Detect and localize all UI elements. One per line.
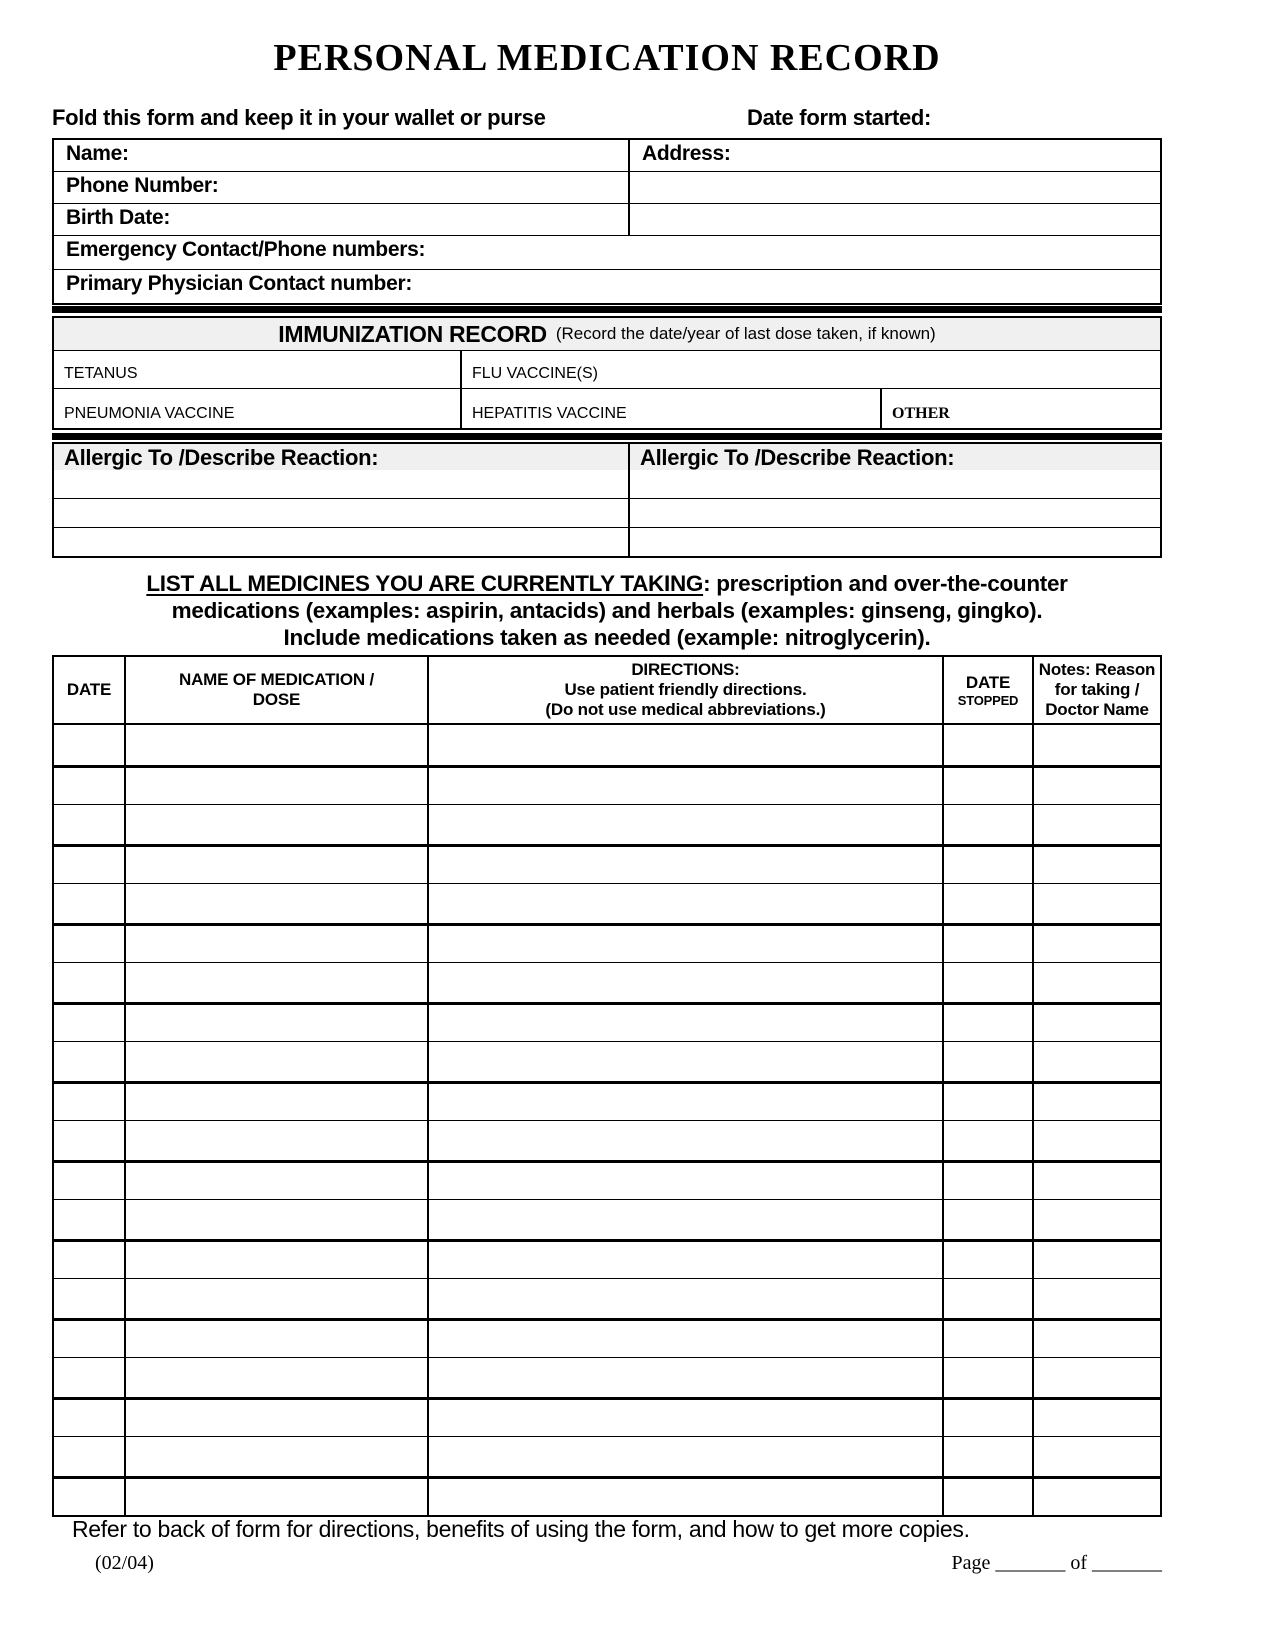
medication-table-header xyxy=(54,657,1160,725)
allergy-blank-cell xyxy=(54,528,630,556)
medication-blank-cell-notes xyxy=(1034,1163,1160,1200)
medication-blank-cell-name xyxy=(126,926,429,963)
medication-blank-cell-dir xyxy=(429,1163,944,1200)
medication-row xyxy=(54,1318,1160,1358)
medication-blank-cell-dir xyxy=(429,884,944,923)
medication-blank-cell-date xyxy=(54,1479,126,1516)
medication-row xyxy=(54,1476,1160,1516)
medication-blank-cell-stop xyxy=(944,1242,1034,1279)
medication-blank-cell-date xyxy=(54,768,126,805)
allergy-table xyxy=(52,442,1162,558)
contact-row-phone xyxy=(54,171,1160,203)
medication-blank-cell-notes xyxy=(1034,963,1160,1002)
medication-blank-cell-dir xyxy=(429,1400,944,1437)
medication-blank-cell-stop xyxy=(944,1321,1034,1358)
medication-blank-cell-date xyxy=(54,805,126,844)
medication-blank-cell-dir xyxy=(429,1437,944,1476)
medication-blank-cell-notes xyxy=(1034,1200,1160,1239)
medication-blank-cell-name xyxy=(126,1358,429,1397)
medication-blank-cell-notes xyxy=(1034,1242,1160,1279)
medication-blank-cell-name xyxy=(126,847,429,884)
medication-blank-cell-dir xyxy=(429,1242,944,1279)
column-header-date: DATE xyxy=(54,657,126,723)
medication-blank-cell-name xyxy=(126,1084,429,1121)
contact-row-emergency xyxy=(54,235,1160,269)
phone-cell: Phone Number: xyxy=(54,172,630,203)
pneumonia-vaccine-cell: PNEUMONIA VACCINE xyxy=(54,389,462,428)
medication-row xyxy=(54,883,1160,923)
medication-row xyxy=(54,1278,1160,1318)
medication-blank-cell-stop xyxy=(944,805,1034,844)
medication-row xyxy=(54,1397,1160,1437)
column-header-notes: Notes: Reason for taking / Doctor Name xyxy=(1038,660,1156,719)
medication-blank-cell-notes xyxy=(1034,1321,1160,1358)
allergy-blank-cell xyxy=(54,499,630,527)
medication-row xyxy=(54,1081,1160,1121)
medication-blank-cell-stop xyxy=(944,725,1034,765)
contact-row-name-address xyxy=(54,140,1160,171)
medication-blank-cell-name xyxy=(126,768,429,805)
allergy-body xyxy=(54,470,1160,556)
contact-row-birth xyxy=(54,203,1160,235)
medication-blank-cell-stop xyxy=(944,1005,1034,1042)
medication-blank-cell-date xyxy=(54,1005,126,1042)
medication-blank-cell-notes xyxy=(1034,725,1160,765)
medication-blank-cell-name xyxy=(126,1163,429,1200)
address-cell: Address: xyxy=(642,142,731,165)
form-version: (02/04) xyxy=(95,1552,154,1574)
medication-blank-cell-notes xyxy=(1034,1084,1160,1121)
fold-instruction-row xyxy=(52,105,1162,135)
flu-vaccine-cell: FLU VACCINE(S) xyxy=(472,365,598,382)
medication-blank-cell-dir xyxy=(429,768,944,805)
immunization-header xyxy=(54,318,1160,351)
section-divider-bar xyxy=(52,306,1162,313)
medication-blank-cell-dir xyxy=(429,1358,944,1397)
refer-note: Refer to back of form for directions, benefits of using the form, and how to get more copies. xyxy=(72,1516,970,1542)
medication-blank-cell-notes xyxy=(1034,1479,1160,1516)
medication-blank-cell-date xyxy=(54,1084,126,1121)
medication-blank-cell-name xyxy=(126,884,429,923)
medication-row xyxy=(54,1002,1160,1042)
medication-blank-cell-name xyxy=(126,1042,429,1081)
medication-blank-cell-stop xyxy=(944,1358,1034,1397)
allergy-header-row xyxy=(54,444,1160,470)
medication-blank-cell-date xyxy=(54,1279,126,1318)
medication-blank-cell-stop xyxy=(944,768,1034,805)
column-header-directions: DIRECTIONS: Use patient friendly directions. (Do not use medical abbreviations.) xyxy=(429,657,944,723)
instruction-line-1 xyxy=(52,570,1162,597)
medication-blank-cell-dir xyxy=(429,926,944,963)
medication-blank-cell-stop xyxy=(944,1279,1034,1318)
other-vaccine-cell: OTHER xyxy=(892,405,950,422)
allergy-row xyxy=(54,498,1160,527)
medication-blank-cell-date xyxy=(54,963,126,1002)
allergy-header-right: Allergic To /Describe Reaction: xyxy=(640,445,955,470)
primary-physician-cell: Primary Physician Contact number: xyxy=(66,272,413,295)
address-blank-cell-1 xyxy=(630,172,1160,203)
medication-blank-cell-notes xyxy=(1034,1400,1160,1437)
medication-blank-cell-stop xyxy=(944,1400,1034,1437)
medication-blank-cell-name xyxy=(126,1200,429,1239)
medication-blank-cell-notes xyxy=(1034,768,1160,805)
medication-blank-cell-stop xyxy=(944,1437,1034,1476)
medication-blank-cell-notes xyxy=(1034,1121,1160,1160)
medication-blank-cell-dir xyxy=(429,1042,944,1081)
medication-blank-cell-name xyxy=(126,1005,429,1042)
medication-blank-cell-notes xyxy=(1034,1042,1160,1081)
medication-blank-cell-notes xyxy=(1034,926,1160,963)
medication-blank-cell-notes xyxy=(1034,805,1160,844)
medication-blank-cell-dir xyxy=(429,1200,944,1239)
birth-date-cell: Birth Date: xyxy=(54,204,630,235)
column-header-name-dose: NAME OF MEDICATION / DOSE xyxy=(126,657,429,723)
medication-blank-cell-dir xyxy=(429,805,944,844)
medication-blank-cell-date xyxy=(54,1200,126,1239)
medication-blank-cell-dir xyxy=(429,1084,944,1121)
medication-table xyxy=(52,655,1162,1517)
medication-blank-cell-name xyxy=(126,1121,429,1160)
medication-blank-cell-name xyxy=(126,725,429,765)
instruction-line-3: Include medications taken as needed (example: nitroglycerin). xyxy=(283,625,931,650)
emergency-contact-cell: Emergency Contact/Phone numbers: xyxy=(66,238,426,261)
medication-blank-cell-date xyxy=(54,725,126,765)
medication-blank-cell-dir xyxy=(429,847,944,884)
medication-table-body xyxy=(54,725,1160,1515)
medication-blank-cell-dir xyxy=(429,725,944,765)
medication-blank-cell-notes xyxy=(1034,884,1160,923)
contact-row-physician xyxy=(54,269,1160,303)
contact-table xyxy=(52,138,1162,305)
medication-blank-cell-name xyxy=(126,1437,429,1476)
medication-blank-cell-stop xyxy=(944,1121,1034,1160)
medication-row xyxy=(54,923,1160,963)
column-header-date-stopped: DATE STOPPED xyxy=(944,657,1034,723)
allergy-blank-cell xyxy=(630,470,1160,498)
medication-row xyxy=(54,1160,1160,1200)
medication-blank-cell-date xyxy=(54,1400,126,1437)
allergy-row xyxy=(54,527,1160,556)
medication-blank-cell-date xyxy=(54,1121,126,1160)
medication-blank-cell-name xyxy=(126,1279,429,1318)
medication-blank-cell-stop xyxy=(944,1479,1034,1516)
medication-row xyxy=(54,1199,1160,1239)
medication-blank-cell-date xyxy=(54,1358,126,1397)
medication-blank-cell-dir xyxy=(429,1279,944,1318)
medication-blank-cell-notes xyxy=(1034,847,1160,884)
allergy-blank-cell xyxy=(54,470,630,498)
medication-blank-cell-date xyxy=(54,926,126,963)
footer-row xyxy=(52,1552,1162,1580)
medication-blank-cell-dir xyxy=(429,1479,944,1516)
name-cell: Name: xyxy=(54,140,630,171)
instruction-underlined: LIST ALL MEDICINES YOU ARE CURRENTLY TAKING xyxy=(146,571,704,596)
allergy-row xyxy=(54,470,1160,498)
medication-blank-cell-dir xyxy=(429,1121,944,1160)
medication-blank-cell-name xyxy=(126,1400,429,1437)
medication-blank-cell-notes xyxy=(1034,1005,1160,1042)
medication-blank-cell-notes xyxy=(1034,1437,1160,1476)
instruction-line-2: medications (examples: aspirin, antacids) and herbals (examples: ginseng, gingko). xyxy=(171,598,1043,623)
medication-row xyxy=(54,765,1160,805)
medication-blank-cell-stop xyxy=(944,1042,1034,1081)
medication-blank-cell-notes xyxy=(1034,1358,1160,1397)
medication-blank-cell-stop xyxy=(944,1084,1034,1121)
medication-blank-cell-date xyxy=(54,1042,126,1081)
medication-blank-cell-name xyxy=(126,1479,429,1516)
medication-blank-cell-date xyxy=(54,1163,126,1200)
medication-row xyxy=(54,725,1160,765)
page-number-line: Page _______ of _______ xyxy=(951,1552,1162,1574)
medication-blank-cell-stop xyxy=(944,1200,1034,1239)
medication-row xyxy=(54,1357,1160,1397)
immunization-row-1 xyxy=(54,351,1160,389)
section-divider-bar xyxy=(52,433,1162,440)
address-blank-cell-2 xyxy=(630,204,1160,235)
medication-blank-cell-notes xyxy=(1034,1279,1160,1318)
allergy-header-left: Allergic To /Describe Reaction: xyxy=(54,444,630,470)
date-form-started-label: Date form started: xyxy=(747,105,932,130)
medication-blank-cell-date xyxy=(54,847,126,884)
fold-instruction-text: Fold this form and keep it in your wallet or purse xyxy=(52,105,546,130)
medication-row xyxy=(54,844,1160,884)
medication-list-instructions xyxy=(52,570,1162,651)
tetanus-cell: TETANUS xyxy=(54,351,462,388)
medication-blank-cell-stop xyxy=(944,1163,1034,1200)
medication-blank-cell-stop xyxy=(944,963,1034,1002)
allergy-blank-cell xyxy=(630,499,1160,527)
immunization-table xyxy=(52,316,1162,430)
medication-blank-cell-name xyxy=(126,1321,429,1358)
medication-row xyxy=(54,1436,1160,1476)
medication-blank-cell-date xyxy=(54,1242,126,1279)
immunization-row-2 xyxy=(54,389,1160,428)
medication-row xyxy=(54,804,1160,844)
medication-blank-cell-stop xyxy=(944,926,1034,963)
medication-blank-cell-name xyxy=(126,963,429,1002)
medication-row xyxy=(54,962,1160,1002)
immunization-title: IMMUNIZATION RECORD xyxy=(278,320,547,347)
medication-blank-cell-dir xyxy=(429,1005,944,1042)
medication-blank-cell-stop xyxy=(944,847,1034,884)
medication-row xyxy=(54,1120,1160,1160)
medication-blank-cell-date xyxy=(54,1437,126,1476)
instruction-line-1-rest: : prescription and over-the-counter xyxy=(703,571,1068,596)
medication-blank-cell-name xyxy=(126,805,429,844)
allergy-blank-cell xyxy=(630,528,1160,556)
medication-blank-cell-stop xyxy=(944,884,1034,923)
form-title: PERSONAL MEDICATION RECORD xyxy=(273,37,941,79)
medication-blank-cell-dir xyxy=(429,963,944,1002)
hepatitis-vaccine-cell: HEPATITIS VACCINE xyxy=(462,389,882,428)
medication-blank-cell-name xyxy=(126,1242,429,1279)
medication-blank-cell-dir xyxy=(429,1321,944,1358)
medication-row xyxy=(54,1041,1160,1081)
medication-blank-cell-date xyxy=(54,884,126,923)
medication-row xyxy=(54,1239,1160,1279)
immunization-subtitle: (Record the date/year of last dose taken, if known) xyxy=(555,324,936,343)
medication-blank-cell-date xyxy=(54,1321,126,1358)
